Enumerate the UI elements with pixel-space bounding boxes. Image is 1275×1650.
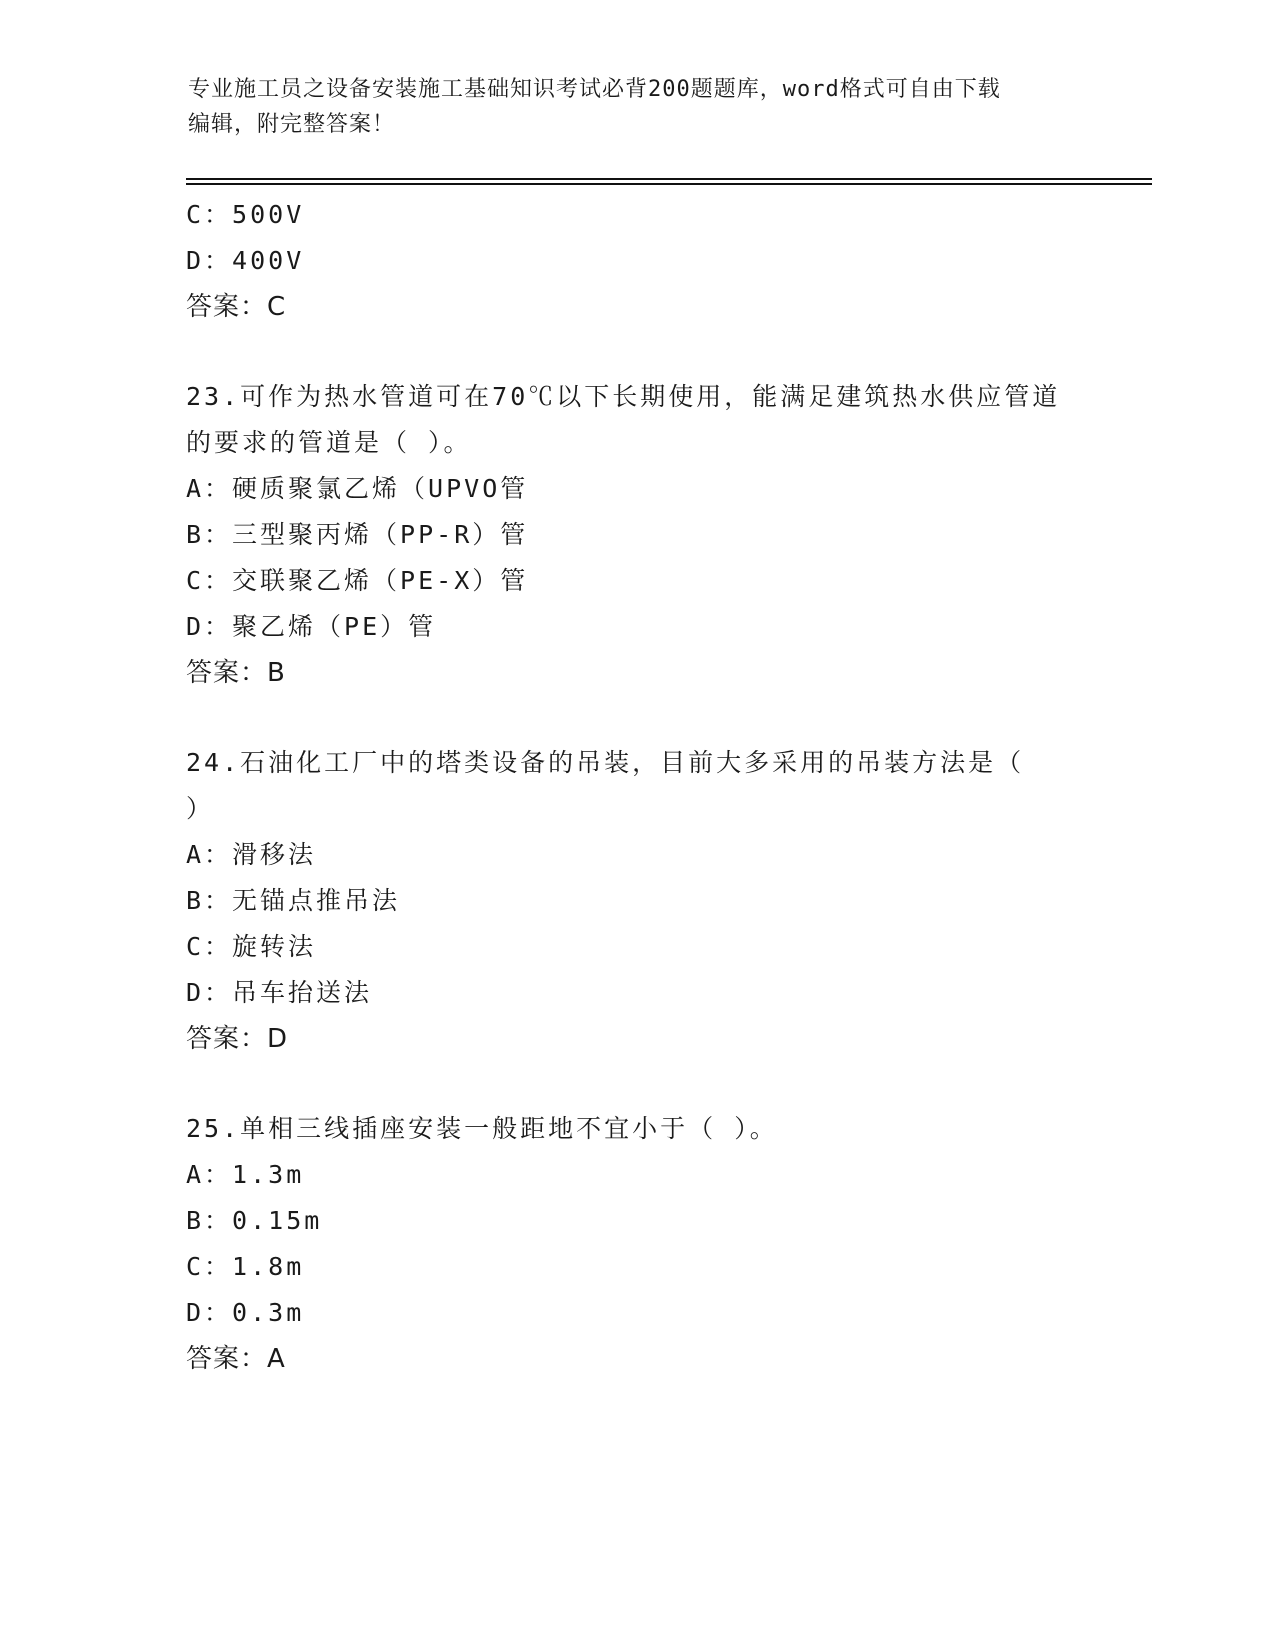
option-c: C：500V bbox=[186, 200, 305, 229]
option-d: D：400V bbox=[186, 246, 305, 275]
question-25 bbox=[186, 1106, 1126, 1382]
question-text: 25.单相三线插座安装一般距地不宜小于（ ）。 bbox=[186, 1114, 778, 1143]
question-23 bbox=[186, 374, 1126, 696]
spacer bbox=[186, 696, 1126, 740]
document-header bbox=[188, 72, 1088, 142]
option-d: D：吊车抬送法 bbox=[186, 978, 373, 1007]
header-divider-bottom bbox=[186, 183, 1152, 185]
spacer bbox=[186, 330, 1126, 374]
question-text: 23.可作为热水管道可在70℃以下长期使用，能满足建筑热水供应管道 bbox=[186, 382, 1061, 411]
option-d: D：聚乙烯（PE）管 bbox=[186, 612, 437, 641]
header-line-1: 专业施工员之设备安装施工基础知识考试必背200题题库，word格式可自由下载 bbox=[188, 77, 1001, 102]
option-a: A：硬质聚氯乙烯（UPVO管 bbox=[186, 474, 529, 503]
question-content bbox=[186, 192, 1126, 1382]
option-a: A：1.3m bbox=[186, 1160, 305, 1189]
option-b: B：三型聚丙烯（PP-R）管 bbox=[186, 520, 529, 549]
option-c: C：交联聚乙烯（PE-X）管 bbox=[186, 566, 529, 595]
option-d: D：0.3m bbox=[186, 1298, 305, 1327]
header-divider-top bbox=[186, 178, 1152, 180]
spacer bbox=[186, 1062, 1126, 1106]
option-a: A：滑移法 bbox=[186, 840, 317, 869]
answer-label: 答案：A bbox=[186, 1344, 286, 1374]
answer-label: 答案：D bbox=[186, 1024, 289, 1054]
option-b: B：无锚点推吊法 bbox=[186, 886, 401, 915]
question-text: 的要求的管道是（ ）。 bbox=[186, 428, 472, 457]
question-24 bbox=[186, 740, 1126, 1062]
option-b: B：0.15m bbox=[186, 1206, 323, 1235]
question-text: 24.石油化工厂中的塔类设备的吊装，目前大多采用的吊装方法是（ bbox=[186, 748, 1025, 777]
header-line-2: 编辑，附完整答案！ bbox=[188, 112, 396, 137]
answer-label: 答案：C bbox=[186, 292, 287, 322]
question-text: ） bbox=[186, 794, 215, 823]
option-c: C：旋转法 bbox=[186, 932, 317, 961]
answer-label: 答案：B bbox=[186, 658, 286, 688]
question-22-continuation bbox=[186, 192, 1126, 330]
option-c: C：1.8m bbox=[186, 1252, 305, 1281]
